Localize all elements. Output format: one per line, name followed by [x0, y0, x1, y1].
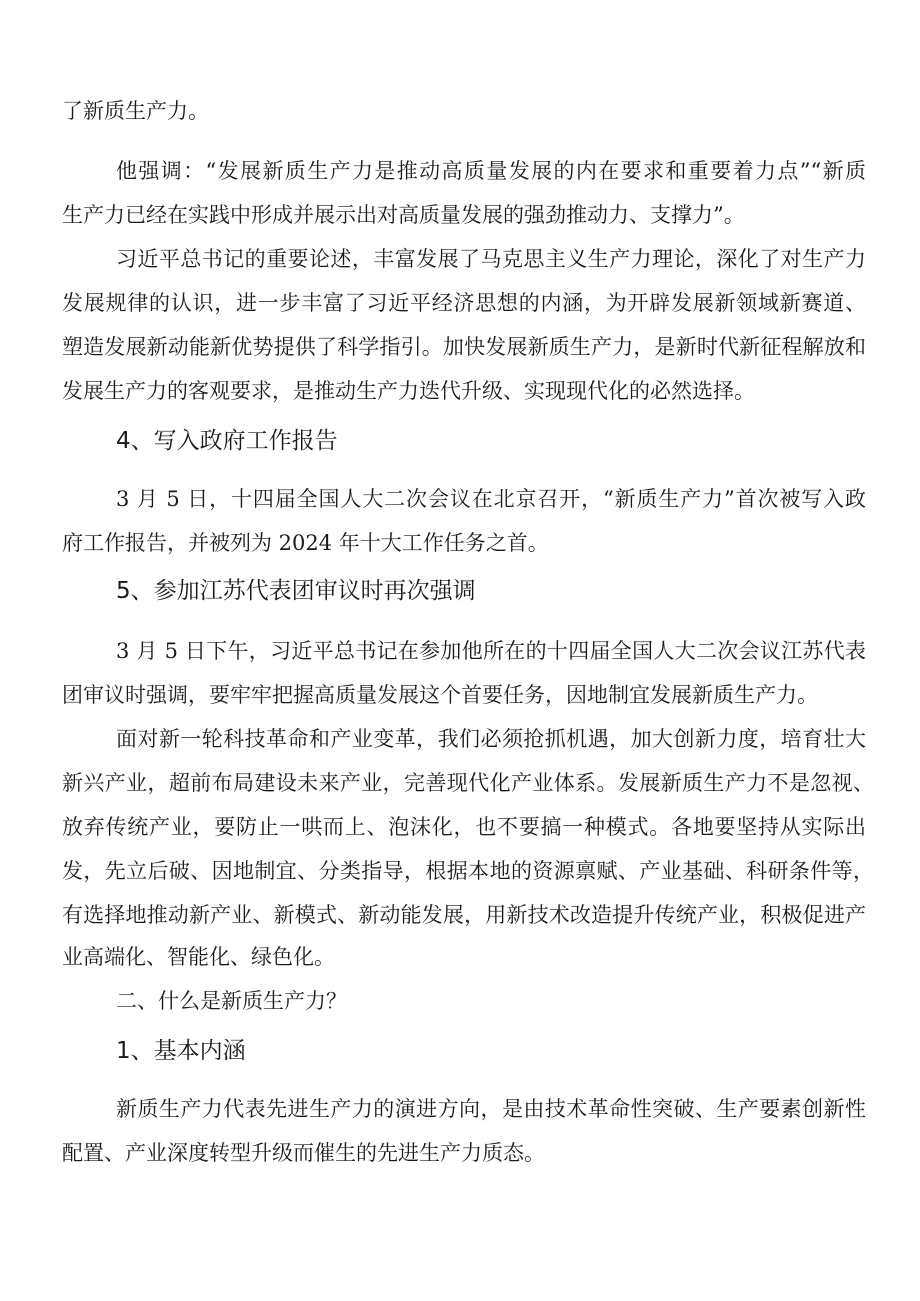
text-line [0, 1089, 920, 1129]
text-line [0, 719, 920, 759]
paragraph-emphasis-line-2: 生产力已经在实践中形成并展示出对高质量发展的强劲推动力、支撑力”。 [62, 203, 745, 227]
text-line [0, 763, 920, 803]
paragraph-theory-line-4: 发展生产力的客观要求，是推动生产力迭代升级、实现现代化的必然选择。 [62, 379, 755, 403]
text-line [0, 327, 920, 367]
paragraph-revolution-line-2: 新兴产业，超前布局建设未来产业，完善现代化产业体系。发展新质生产力不是忽视、 [62, 771, 874, 795]
paragraph-theory-line-1: 习近平总书记的重要论述，丰富发展了马克思主义生产力理论，深化了对生产力 [116, 247, 866, 271]
text-line [0, 371, 920, 411]
text-line [0, 675, 920, 715]
paragraph-revolution-line-5: 有选择地推动新产业、新模式、新动能发展，用新技术改造提升传统产业，积极促进产 [62, 903, 866, 927]
paragraph-theory-line-2: 发展规律的认识，进一步丰富了习近平经济思想的内涵，为开辟发展新领域新赛道、 [62, 291, 866, 315]
text-line [0, 937, 920, 977]
paragraph-emphasis-line-1: 他强调：“发展新质生产力是推动高质量发展的内在要求和重要着力点”“新质 [116, 159, 866, 183]
text-line [0, 239, 920, 279]
text-line [0, 479, 920, 519]
text-line [0, 523, 920, 563]
text-line [0, 91, 920, 131]
heading-basic-meaning: 1、基本内涵 [116, 1038, 246, 1064]
text-line [0, 283, 920, 323]
text-line [0, 807, 920, 847]
paragraph-report-line-1: 3 月 5 日，十四届全国人大二次会议在北京召开，“新质生产力”首次被写入政 [116, 487, 866, 511]
text-line [0, 631, 920, 671]
paragraph-jiangsu-line-2: 团审议时强调，要牢牢把握高质量发展这个首要任务，因地制宜发展新质生产力。 [62, 683, 818, 707]
paragraph-definition-line-1: 新质生产力代表先进生产力的演进方向，是由技术革命性突破、生产要素创新性 [116, 1097, 866, 1121]
paragraph-theory-line-3: 塑造发展新动能新优势提供了科学指引。加快发展新质生产力，是新时代新征程解放和 [62, 335, 866, 359]
paragraph-revolution-line-1: 面对新一轮科技革命和产业变革，我们必须抢抓机遇，加大创新力度，培育壮大 [116, 727, 866, 751]
paragraph-intro-end: 了新质生产力。 [62, 99, 209, 123]
paragraph-definition-line-2: 配置、产业深度转型升级而催生的先进生产力质态。 [62, 1141, 545, 1165]
section-line [0, 981, 920, 1021]
paragraph-revolution-line-3: 放弃传统产业，要防止一哄而上、泡沫化，也不要搞一种模式。各地要坚持从实际出 [62, 815, 866, 839]
text-line [0, 195, 920, 235]
paragraph-report-line-2: 府工作报告，并被列为 2024 年十大工作任务之首。 [62, 531, 549, 555]
text-line [0, 895, 920, 935]
heading-jiangsu-delegation: 5、参加江苏代表团审议时再次强调 [116, 578, 476, 604]
paragraph-revolution-line-4: 发，先立后破、因地制宜、分类指导，根据本地的资源禀赋、产业基础、科研条件等， [62, 859, 874, 883]
heading-line [0, 421, 920, 461]
text-line [0, 1133, 920, 1173]
heading-line [0, 1031, 920, 1071]
heading-line [0, 571, 920, 611]
section-heading-what-is: 二、什么是新质生产力？ [116, 989, 347, 1013]
text-line [0, 851, 920, 891]
paragraph-jiangsu-line-1: 3 月 5 日下午，习近平总书记在参加他所在的十四届全国人大二次会议江苏代表 [116, 639, 866, 663]
text-line [0, 151, 920, 191]
heading-government-report: 4、写入政府工作报告 [116, 428, 338, 454]
paragraph-revolution-line-6: 业高端化、智能化、绿色化。 [62, 945, 335, 969]
